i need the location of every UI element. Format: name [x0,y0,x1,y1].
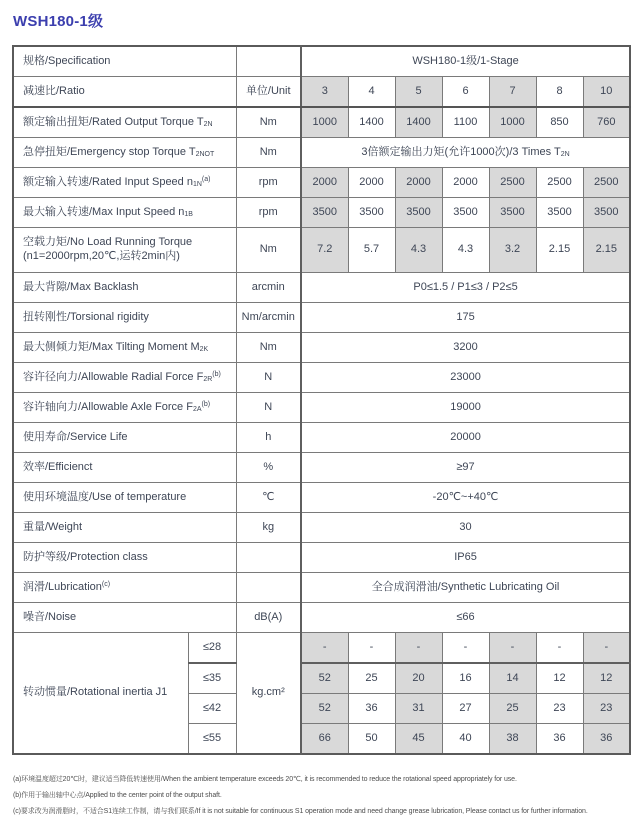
table-row [13,228,630,273]
row-label: 容许径向力/Allowable Radial Force $F_{2R}^{(b)}$ [13,363,236,393]
unit-cell: h [236,423,301,453]
footnote-c: (c)要求改为润滑脂时，不适合S1连续工作制，请与我们联系/If it is not suitable for continuous S1 operation mode and need change grease lubrication, Please contact us for further information. [13,808,588,815]
value-cell: 36 [583,724,630,755]
value-cell: 8 [536,77,583,108]
row-label: 防护等级/Protection class [13,543,236,573]
unit-cell: Nm [236,107,301,138]
unit-cell: N [236,393,301,423]
value-cell: 2000 [395,168,442,198]
table-row [13,603,630,633]
value-cell: 23 [583,694,630,724]
value-cell: 2500 [536,168,583,198]
table-row [13,273,630,303]
row-label: 效率/Efficienct [13,453,236,483]
row-label: 使用环境温度/Use of temperature [13,483,236,513]
value-cell: 850 [536,107,583,138]
unit-cell: Nm [236,228,301,273]
spec-table-body [13,46,630,754]
row-label: 容许轴向力/Allowable Axle Force $F_{2A}^{(b)}$ [13,393,236,423]
unit-cell: Nm/arcmin [236,303,301,333]
row-label: 减速比/Ratio [13,77,236,108]
value-cell: 4 [348,77,395,108]
unit-cell: Nm [236,333,301,363]
row-label: 使用寿命/Service Life [13,423,236,453]
value-cell: 2.15 [536,228,583,273]
value-cell: 3 [301,77,348,108]
row-label: 最大背隙/Max Backlash [13,273,236,303]
value-cell: 4.3 [442,228,489,273]
value-span-cell: 175 [301,303,630,333]
unit-cell [236,573,301,603]
table-row [13,138,630,168]
value-span-cell: ≥97 [301,453,630,483]
value-cell: 31 [395,694,442,724]
value-cell: - [348,633,395,664]
table-row [13,573,630,603]
value-cell: 3500 [395,198,442,228]
unit-cell: ℃ [236,483,301,513]
value-cell: 10 [583,77,630,108]
table-row [13,513,630,543]
inertia-unit-cell: kg.cm² [236,633,301,755]
inertia-label: 转动惯量/Rotational inertia J1 [13,633,188,755]
inertia-sub-label: ≤35 [188,663,236,694]
unit-cell: kg [236,513,301,543]
value-cell: 3500 [489,198,536,228]
table-row [13,363,630,393]
unit-cell [236,543,301,573]
value-cell: 12 [583,663,630,694]
row-label: 扭转刚性/Torsional rigidity [13,303,236,333]
table-row [13,107,630,138]
inertia-row [13,633,630,664]
value-span-cell: 23000 [301,363,630,393]
value-cell: 7 [489,77,536,108]
value-cell: 2500 [489,168,536,198]
value-cell: - [583,633,630,664]
value-cell: - [536,633,583,664]
value-cell: 14 [489,663,536,694]
value-cell: 36 [536,724,583,755]
value-cell: 45 [395,724,442,755]
value-cell: 50 [348,724,395,755]
value-cell: 27 [442,694,489,724]
value-cell: 7.2 [301,228,348,273]
value-cell: 52 [301,694,348,724]
value-cell: 760 [583,107,630,138]
value-cell: - [395,633,442,664]
value-cell: 1000 [301,107,348,138]
row-label: 额定输入转速/Rated Input Speed $n_{1N}^{(a)}$ [13,168,236,198]
value-cell: 25 [348,663,395,694]
table-row [13,543,630,573]
table-row [13,303,630,333]
table-row [13,46,630,77]
unit-cell: N [236,363,301,393]
row-label: 噪音/Noise [13,603,236,633]
value-cell: 1000 [489,107,536,138]
row-label: 重量/Weight [13,513,236,543]
value-cell: 5 [395,77,442,108]
value-cell: 52 [301,663,348,694]
inertia-sub-label: ≤28 [188,633,236,664]
value-cell: - [442,633,489,664]
unit-cell: Nm [236,138,301,168]
unit-cell: 单位/Unit [236,77,301,108]
table-row [13,423,630,453]
inertia-sub-label: ≤55 [188,724,236,755]
value-cell: 1400 [348,107,395,138]
value-cell: 36 [348,694,395,724]
inertia-sub-label: ≤42 [188,694,236,724]
row-label: 空载力矩/No Load Running Torque (n1=2000rpm,20℃,运转2min内) [13,228,236,273]
footnotes [13,772,638,820]
value-cell: - [489,633,536,664]
value-cell: 25 [489,694,536,724]
unit-cell: dB(A) [236,603,301,633]
value-cell: 38 [489,724,536,755]
table-row [13,393,630,423]
value-cell: 20 [395,663,442,694]
value-cell: 12 [536,663,583,694]
table-row [13,333,630,363]
value-span-cell: P0≤1.5 / P1≤3 / P2≤5 [301,273,630,303]
row-label: 规格/Specification [13,46,236,77]
table-row [13,453,630,483]
row-label: 最大输入转速/Max Input Speed $n_{1B}$ [13,198,236,228]
value-cell: 1100 [442,107,489,138]
value-cell: 2000 [442,168,489,198]
table-row [13,77,630,108]
value-span-cell: IP65 [301,543,630,573]
table-row [13,198,630,228]
value-cell: 16 [442,663,489,694]
value-span-cell: ≤66 [301,603,630,633]
footnote-a: (a)环境温度超过20℃时，建议适当降低转速使用/When the ambient temperature exceeds 20℃, it is recommended to reduce the rotational speed appropriately for use. [13,776,517,783]
value-cell: 3500 [442,198,489,228]
value-span-cell: 20000 [301,423,630,453]
value-span-cell: 3倍额定输出力矩(允许1000次)/3 Times $T_{2N}$ [301,138,630,168]
value-span-cell: 3200 [301,333,630,363]
value-cell: 2000 [348,168,395,198]
table-row [13,483,630,513]
value-cell: - [301,633,348,664]
value-cell: 40 [442,724,489,755]
value-span-cell: -20℃~+40℃ [301,483,630,513]
value-cell: 3500 [301,198,348,228]
unit-cell: rpm [236,198,301,228]
value-cell: 3500 [583,198,630,228]
value-cell: 2000 [301,168,348,198]
value-cell: 3.2 [489,228,536,273]
value-cell: 6 [442,77,489,108]
value-span-cell: 全合成润滑油/Synthetic Lubricating Oil [301,573,630,603]
row-label: 急停扭矩/Emergency stop Torque $T_{2NOT}$ [13,138,236,168]
value-cell: 2500 [583,168,630,198]
footnote-b: (b)作用于输出轴中心点/Applied to the center point of the output shaft. [13,792,222,799]
table-row [13,168,630,198]
page-title: WSH180-1级 [13,13,104,30]
value-cell: 23 [536,694,583,724]
value-span-cell: 19000 [301,393,630,423]
value-cell: 3500 [536,198,583,228]
value-cell: 4.3 [395,228,442,273]
unit-cell [236,46,301,77]
row-label: 额定输出扭矩/Rated Output Torque $T_{2N}$ [13,107,236,138]
unit-cell: arcmin [236,273,301,303]
value-cell: 2.15 [583,228,630,273]
value-cell: 66 [301,724,348,755]
unit-cell: rpm [236,168,301,198]
row-label: 最大侧倾力矩/Max Tilting Moment $M_{2K}$ [13,333,236,363]
value-cell: 3500 [348,198,395,228]
spec-table [12,45,631,755]
row-label: 润滑/Lubrication$^{(c)}$ [13,573,236,603]
value-span-cell: 30 [301,513,630,543]
value-cell: 5.7 [348,228,395,273]
unit-cell: % [236,453,301,483]
value-cell: 1400 [395,107,442,138]
spec-model-cell: WSH180-1级/1-Stage [301,46,630,77]
